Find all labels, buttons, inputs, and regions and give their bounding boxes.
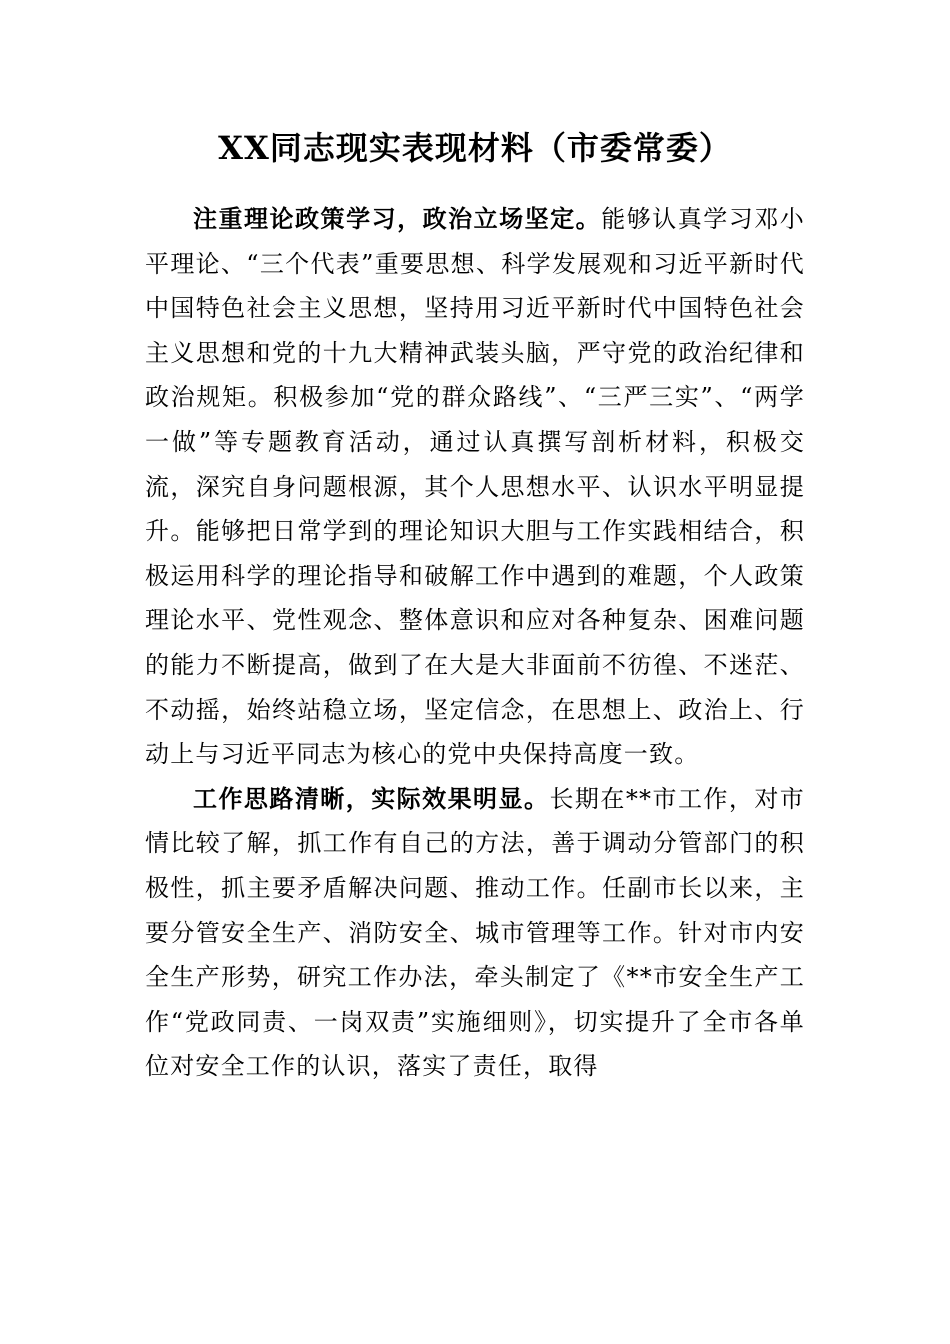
document-title: XX同志现实表现材料（市委常委） [218, 129, 732, 167]
paragraph-text: 长期在**市工作，对市情比较了解，抓工作有自己的方法，善于调动分管部门的积极性，抓主要矛盾解决问题、推动工作。任副市长以来，主要分管安全生产、消防安全、城市管理等工作。针对市内安全生产形势，研究工作办法，牵头制定了《**市安全生产工作“党政同责、一岗双责”实施细则》，切实提升了全市各单位对安全工作的认识，落实了责任，取得 [145, 784, 805, 1081]
paragraph-work-approach [145, 777, 805, 1089]
paragraph-lead: 工作思路清晰，实际效果明显。 [193, 783, 550, 813]
paragraph-theory-study [145, 197, 805, 777]
document-body [145, 197, 805, 1089]
paragraph-lead: 注重理论政策学习，政治立场坚定。 [193, 204, 602, 233]
paragraph-text: 能够认真学习邓小平理论、“三个代表”重要思想、科学发展观和习近平新时代中国特色社会主义思想，坚持用习近平新时代中国特色社会主义思想和党的十九大精神武装头脑，严守党的政治纪律和政治规矩。积极参加“党的群众路线”、“三严三实”、“两学一做”等专题教育活动，通过认真撰写剖析材料，积极交流，深究自身问题根源，其个人思想水平、认识水平明显提升。能够把日常学到的理论知识大胆与工作实践相结合，积极运用科学的理论指导和破解工作中遇到的难题，个人政策理论水平、党性观念、整体意识和应对各种复杂、困难问题的能力不断提高，做到了在大是大非面前不彷徨、不迷茫、不动摇，始终站稳立场，坚定信念，在思想上、政治上、行动上与习近平同志为核心的党中央保持高度一致。 [145, 205, 805, 769]
